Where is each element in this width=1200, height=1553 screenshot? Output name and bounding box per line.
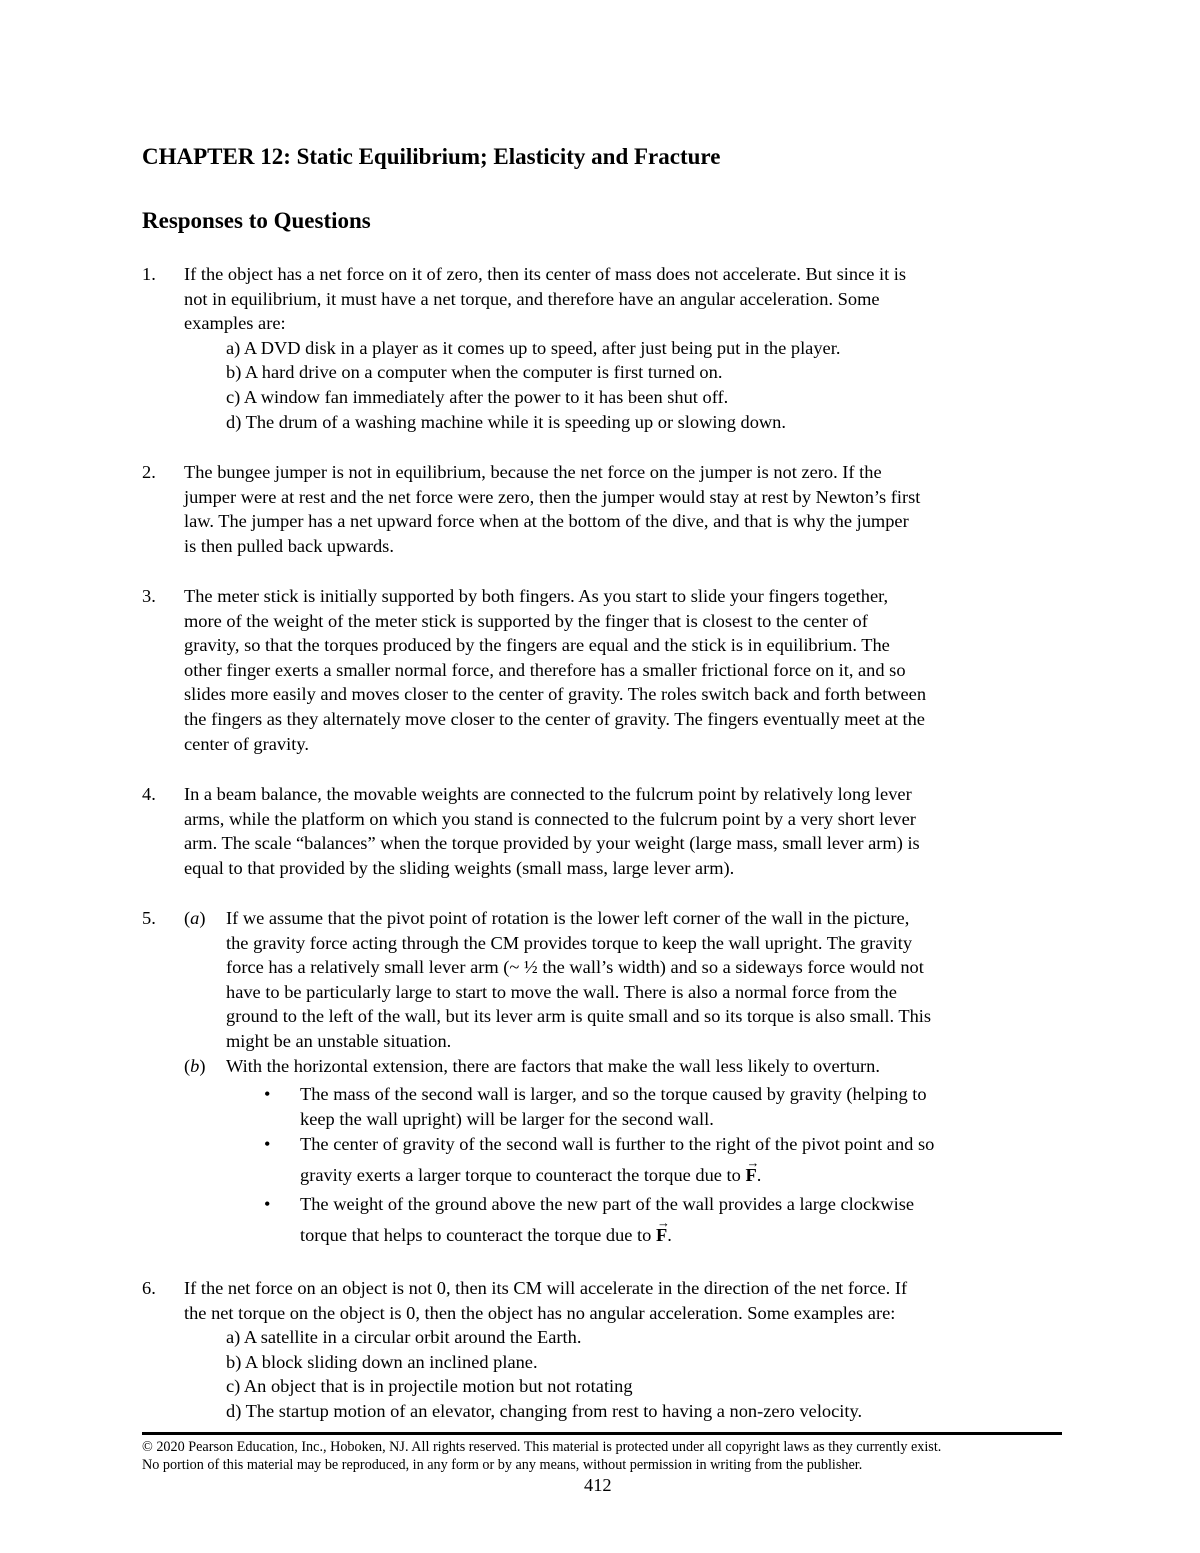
example-item: b) A block sliding down an inclined plane. <box>226 1351 538 1372</box>
question-number: 2. <box>142 462 156 482</box>
answer-text <box>184 460 1084 558</box>
example-item: c) A window fan immediately after the power to it has been shut off. <box>226 386 729 407</box>
bullet-icon: • <box>264 1194 271 1214</box>
copyright-line: © 2020 Pearson Education, Inc., Hoboken, NJ. All rights reserved. This material is protected under all copyright laws as they currently exist. <box>142 1439 942 1455</box>
text-line: the fingers as they alternately move closer to the center of gravity. The fingers eventually meet at the <box>184 708 925 729</box>
text-line: other finger exerts a smaller normal force, and therefore has a smaller frictional force on it, and so <box>184 659 906 680</box>
part-label-b: (b) <box>184 1056 206 1076</box>
text-line: not in equilibrium, it must have a net torque, and therefore have an angular acceleration. Some <box>184 288 880 309</box>
text-line: The mass of the second wall is larger, and so the torque caused by gravity (helping to <box>300 1084 927 1104</box>
example-item: c) An object that is in projectile motion but not rotating <box>226 1376 633 1397</box>
text-line: is then pulled back upwards. <box>184 535 394 556</box>
text-line: The meter stick is initially supported by both fingers. As you start to slide your fingers together, <box>184 586 889 606</box>
text-line: If the object has a net force on it of zero, then its center of mass does not accelerate. But since it is <box>184 264 907 284</box>
force-vector-symbol: → F <box>656 1223 667 1248</box>
page-number: 412 <box>584 1475 612 1495</box>
chapter-title: CHAPTER 12: Static Equilibrium; Elasticity and Fracture <box>142 144 721 169</box>
question-number: 6. <box>142 1278 156 1298</box>
text-line: gravity exerts a larger torque to counteract the torque due to → F. <box>300 1163 1100 1188</box>
answer-text <box>184 782 1084 880</box>
text-line: have to be particularly large to start to move the wall. There is also a normal force from the <box>226 981 897 1002</box>
text-line: The bungee jumper is not in equilibrium, because the net force on the jumper is not zero. If the <box>184 462 882 482</box>
text-line: arm. The scale “balances” when the torque provided by your weight (large mass, small lever arm) is <box>184 833 920 854</box>
text-line: force has a relatively small lever arm (~ ½ the wall’s width) and so a sideways force would not <box>226 957 924 978</box>
text-line: law. The jumper has a net upward force when at the bottom of the dive, and that is why the jumper <box>184 511 909 532</box>
text-line: jumper were at rest and the net force were zero, then the jumper would stay at rest by Newton’s first <box>184 486 921 507</box>
answer-text <box>184 584 1084 756</box>
text-line: The center of gravity of the second wall is further to the right of the pivot point and so <box>300 1134 935 1154</box>
text-line: center of gravity. <box>184 733 309 754</box>
question-number: 1. <box>142 264 156 284</box>
footer-divider <box>142 1432 1062 1435</box>
question-5 <box>142 906 1082 1246</box>
text-line: more of the weight of the meter stick is supported by the finger that is closest to the center of <box>184 610 868 631</box>
bullet-item <box>300 1082 1100 1131</box>
text-line: slides more easily and moves closer to the center of gravity. The roles switch back and forth between <box>184 684 927 705</box>
question-number: 4. <box>142 784 156 804</box>
section-title: Responses to Questions <box>142 208 371 233</box>
text-line: examples are: <box>184 313 286 334</box>
force-vector-symbol: → F <box>745 1163 756 1188</box>
answer-text <box>184 262 1084 434</box>
copyright-line: No portion of this material may be reproduced, in any form or by any means, without permission in writing from the publisher. <box>142 1457 863 1473</box>
text-line: equal to that provided by the sliding weights (small mass, large lever arm). <box>184 857 735 878</box>
bullet-item <box>300 1192 1100 1247</box>
part-label-a: (a) <box>184 908 206 928</box>
text-line: In a beam balance, the movable weights are connected to the fulcrum point by relatively long lever <box>184 784 912 804</box>
bullet-icon: • <box>264 1134 271 1154</box>
example-item: a) A satellite in a circular orbit around the Earth. <box>226 1327 582 1348</box>
text-line: torque that helps to counteract the torque due to → F. <box>300 1223 1100 1248</box>
part-a-text <box>226 906 1106 1054</box>
text-line: The weight of the ground above the new part of the wall provides a large clockwise <box>300 1194 915 1214</box>
example-item: a) A DVD disk in a player as it comes up to speed, after just being put in the player. <box>226 337 841 358</box>
text-line: If we assume that the pivot point of rotation is the lower left corner of the wall in the picture, <box>226 908 910 928</box>
example-item: d) The startup motion of an elevator, changing from rest to having a non-zero velocity. <box>226 1400 863 1421</box>
example-item: b) A hard drive on a computer when the computer is first turned on. <box>226 362 723 383</box>
text-line: keep the wall upright) will be larger for the second wall. <box>300 1108 714 1129</box>
text-line: the gravity force acting through the CM provides torque to keep the wall upright. The gravity <box>226 932 913 953</box>
text-line: If the net force on an object is not 0, then its CM will accelerate in the direction of the net force. If <box>184 1278 908 1298</box>
answer-text <box>184 1276 1084 1424</box>
part-b-text: With the horizontal extension, there are factors that make the wall less likely to overturn. <box>226 1056 880 1076</box>
question-number: 3. <box>142 586 156 606</box>
bullet-item <box>300 1132 1100 1187</box>
text-line: ground to the left of the wall, but its lever arm is quite small and so its torque is also small. This <box>226 1006 932 1027</box>
bullet-icon: • <box>264 1084 271 1104</box>
example-item: d) The drum of a washing machine while it is speeding up or slowing down. <box>226 411 786 432</box>
text-line: might be an unstable situation. <box>226 1030 452 1051</box>
text-line: the net torque on the object is 0, then the object has no angular acceleration. Some examples are: <box>184 1302 896 1323</box>
text-line: arms, while the platform on which you stand is connected to the fulcrum point by a very short lever <box>184 808 916 829</box>
copyright-footer <box>142 1438 1072 1474</box>
question-number: 5. <box>142 908 156 928</box>
text-line: gravity, so that the torques produced by the fingers are equal and the stick is in equilibrium. The <box>184 635 890 656</box>
